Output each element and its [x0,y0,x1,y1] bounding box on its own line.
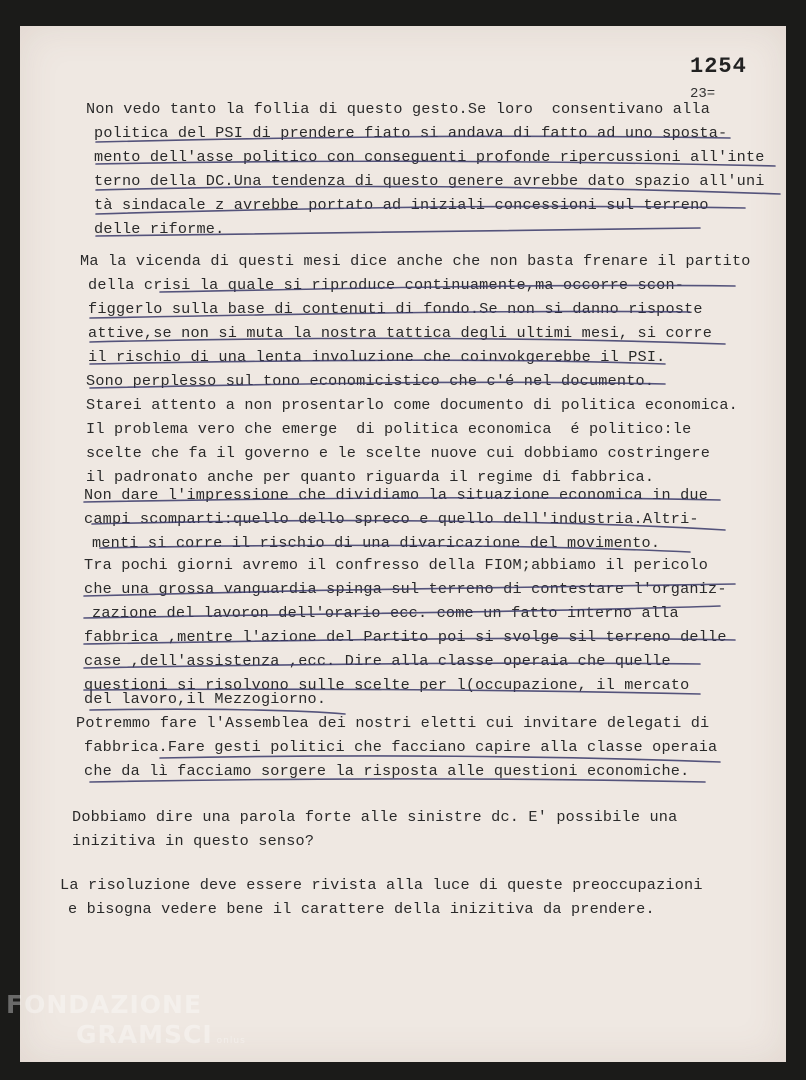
underline-mark [96,136,730,142]
text-line: della crisi la quale si riproduce continuamente,ma occorre scon- [88,276,685,294]
underline-mark [100,545,690,552]
underline-mark [84,584,735,596]
text-line: case ,dell'assistenza ,ecc. Dire alla classe operaia che quelle [84,652,671,670]
text-line: fabbrica ,mentre l'azione del Partito poi si svolge sil terreno delle [84,628,727,646]
text-line: terno della DC.Una tendenza di questo genere avrebbe dato spazio all'uni [94,172,765,190]
text-line: attive,se non si muta la nostra tattica degli ultimi mesi, si corre [88,324,713,342]
text-line: figgerlo sulla base di contenuti di fondo.Se non si danno risposte [88,300,703,318]
text-line: che una grossa vanguardia spinga sul terreno di contestare l'organiz- [84,580,727,598]
text-line: questioni si risolvono sulle scelte per l(occupazione, il mercato [84,676,690,694]
text-line: che da lì facciamo sorgere la risposta alle questioni economiche. [84,762,690,780]
underline-mark [96,187,780,194]
watermark-name: GRAMSCI [76,1020,213,1049]
text-line: del lavoro,il Mezzogiorno. [84,690,327,708]
text-line: Il problema vero che emerge di politica economica é politico:le [86,420,692,438]
text-line: campi scomparti:quello dello spreco e quello dell'industria.Altri- [84,510,699,528]
underline-mark [96,206,745,214]
text-line: inizitiva in questo senso? [72,832,315,850]
sub-page-number: 23= [690,86,716,102]
underline-mark [90,311,690,318]
watermark-line-1: FONDAZIONE [6,990,203,1019]
text-line: Starei attento a non prosentarlo come documento di politica economica. [86,396,738,414]
text-line: scelte che fa il governo e le scelte nuove cui dobbiamo costringere [86,444,711,462]
underline-mark [90,709,345,714]
text-line: Non dare l'impressione che dividiamo la situazione economica in due [84,486,709,504]
text-line: tà sindacale z avrebbe portato ad iniziali concessioni sul terreno [94,196,709,214]
underline-mark [92,521,725,530]
text-line: menti si corre il rischio di una divaricazione del movimento. [92,534,661,552]
watermark-line-2 [76,1020,246,1056]
underline-mark [160,756,720,762]
text-line: il padronato anche per quanto riguarda il regime di fabbrica. [86,468,655,486]
text-line: delle riforme. [94,220,225,238]
text-line: fabbrica.Fare gesti politici che facciano capire alla classe operaia [84,738,718,756]
text-line: zazione del lavoron dell'orario ecc. come un fatto interno alla [92,604,679,622]
text-line: e bisogna vedere bene il carattere della inizitiva da prendere. [68,900,655,918]
underline-mark [84,689,700,694]
underline-mark [90,382,665,388]
underline-mark [90,338,725,344]
text-line: Dobbiamo dire una parola forte alle sinistre dc. E' possibile una [72,808,678,826]
text-line: Ma la vicenda di questi mesi dice anche che non basta frenare il partito [80,252,751,270]
underline-mark [90,360,665,364]
underline-mark [84,638,735,644]
text-line: mento dell'asse politico con conseguenti profonde ripercussioni all'inte [94,148,765,166]
underline-mark [84,606,720,618]
underline-mark [84,663,700,668]
underline-mark [96,228,700,236]
underline-mark [160,285,735,292]
text-line: Sono perplesso sul tono economicistico che c'é nel documento. [86,372,655,390]
text-line: politica del PSI di prendere fiato si andava di fatto ad uno sposta- [94,124,728,142]
underline-mark [96,161,775,166]
text-line: Potremmo fare l'Assemblea dei nostri eletti cui invitare delegati di [76,714,710,732]
fondazione-gramsci-watermark [6,990,246,1056]
underline-mark [90,779,705,782]
text-line: il rischio di una lenta involuzione che coinvokgerebbe il PSI. [88,348,666,366]
page-number: 1254 [690,54,747,79]
text-line: La risoluzione deve essere rivista alla luce di queste preoccupazioni [60,876,703,894]
underline-mark [84,498,720,502]
text-line: Non vedo tanto la follia di questo gesto.Se loro consentivano alla [86,100,711,118]
watermark-suffix: onlus [216,1036,246,1046]
text-line: Tra pochi giorni avremo il confresso della FIOM;abbiamo il pericolo [84,556,709,574]
